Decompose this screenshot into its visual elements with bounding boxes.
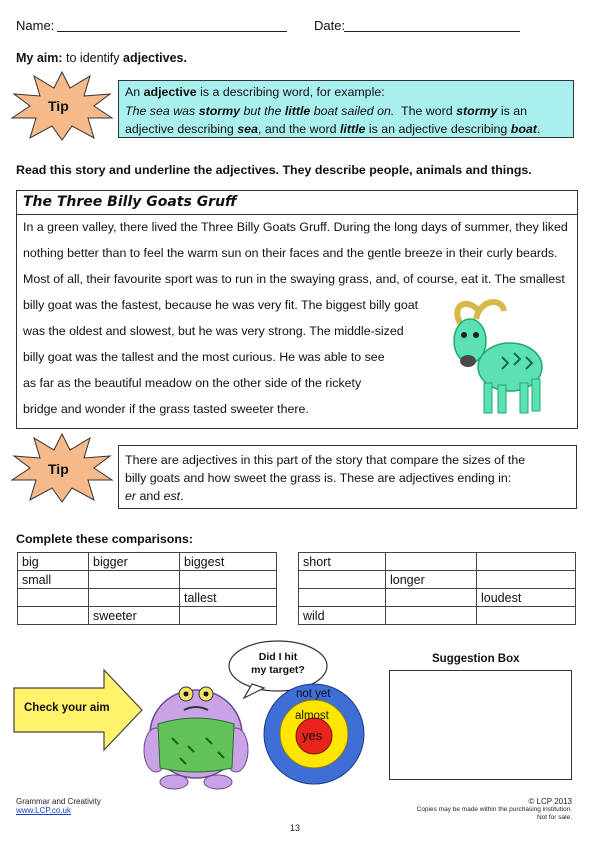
target-label-mid: almost — [295, 710, 329, 722]
table-cell[interactable] — [18, 589, 89, 607]
check-aim-label: Check your aim — [24, 702, 110, 714]
tip-box — [118, 445, 577, 509]
name-label: Name: — [16, 18, 55, 33]
story-line: bridge and wonder if the grass tasted sweeter there. — [23, 402, 309, 416]
table-cell[interactable]: sweeter — [89, 607, 180, 625]
story-line: Most of all, their favourite sport was to run in the swaying grass, and, of course, eat it. The smallest — [23, 272, 565, 286]
suggestion-box[interactable] — [389, 670, 572, 780]
table-cell[interactable]: loudest — [477, 589, 576, 607]
footer-right-3: Not for sale. — [536, 814, 572, 821]
aim-label: My aim: — [16, 51, 63, 65]
story-line: billy goat was the fastest, because he was very fit. The biggest billy goat — [23, 298, 419, 312]
table-cell[interactable]: wild — [299, 607, 386, 625]
goat-icon — [430, 295, 550, 420]
table-cell[interactable] — [89, 571, 180, 589]
aim-text: to identify — [66, 51, 120, 65]
table-cell[interactable] — [386, 607, 477, 625]
tip-line-1: There are adjectives in this part of the story that compare the sizes of the — [125, 453, 526, 467]
tip-badge: Tip — [48, 98, 69, 114]
comparisons-table-right — [298, 552, 576, 625]
suggestion-title: Suggestion Box — [432, 653, 520, 665]
table-cell[interactable]: bigger — [89, 553, 180, 571]
table-cell[interactable] — [180, 607, 277, 625]
table-cell[interactable]: short — [299, 553, 386, 571]
table-cell[interactable] — [477, 607, 576, 625]
tip-line-2: billy goats and how sweet the grass is. These are adjectives ending in: — [125, 471, 512, 485]
table-cell[interactable] — [386, 589, 477, 607]
table-cell[interactable]: tallest — [180, 589, 277, 607]
tip-line-3: adjective describing sea, and the word little is an adjective describing boat. — [125, 122, 541, 136]
table-cell[interactable] — [477, 553, 576, 571]
instruction: Read this story and underline the adjectives. They describe people, animals and things. — [16, 163, 532, 177]
tip-box — [118, 80, 574, 138]
page-number: 13 — [290, 823, 301, 833]
table-cell[interactable]: big — [18, 553, 89, 571]
table-cell[interactable] — [299, 571, 386, 589]
target-label-inner: yes — [302, 728, 323, 743]
footer-link[interactable]: www.LCP.co.uk — [16, 806, 71, 815]
story-line: as far as the beautiful meadow on the other side of the rickety — [23, 376, 362, 390]
table-cell[interactable]: biggest — [180, 553, 277, 571]
tip-line-2: The sea was stormy but the little boat sailed on. The word stormy is an — [125, 103, 528, 118]
table-cell[interactable] — [180, 571, 277, 589]
story-line: was the oldest and slowest, but he was very strong. The middle-sized — [23, 324, 404, 338]
name-field[interactable] — [57, 31, 287, 32]
comparisons-title: Complete these comparisons: — [16, 532, 193, 546]
tip-badge: Tip — [48, 461, 69, 477]
story-title: The Three Billy Goats Gruff — [23, 194, 237, 210]
date-field[interactable] — [344, 31, 520, 32]
story-line: nothing better than to feel the warm sun on their faces and the gentle breeze in their curly beards. — [23, 246, 558, 260]
footer-right-1: © LCP 2013 — [528, 797, 572, 806]
table-cell[interactable] — [89, 589, 180, 607]
table-cell[interactable] — [386, 553, 477, 571]
aim-line — [16, 51, 187, 65]
tip-line-3: er and est. — [125, 489, 184, 503]
footer-left-1: Grammar and Creativity — [16, 797, 101, 806]
story-line: In a green valley, there lived the Three Billy Goats Gruff. During the long days of summer, they liked — [23, 220, 568, 234]
table-cell[interactable]: small — [18, 571, 89, 589]
comparisons-table-left — [17, 552, 277, 625]
table-cell[interactable] — [18, 607, 89, 625]
aim-bold: adjectives. — [123, 51, 187, 65]
footer-right-2: Copies may be made within the purchasing institution. — [416, 806, 572, 813]
tip-line-1: An adjective is a describing word, for example: — [125, 85, 385, 99]
bubble-text: Did I hit my target? — [251, 651, 305, 676]
story-line: billy goat was the tallest and the most curious. He was able to see — [23, 350, 385, 364]
date-label: Date: — [314, 18, 346, 33]
table-cell[interactable] — [477, 571, 576, 589]
target-label-outer: not yet — [296, 688, 331, 700]
table-cell[interactable]: longer — [386, 571, 477, 589]
table-cell[interactable] — [299, 589, 386, 607]
